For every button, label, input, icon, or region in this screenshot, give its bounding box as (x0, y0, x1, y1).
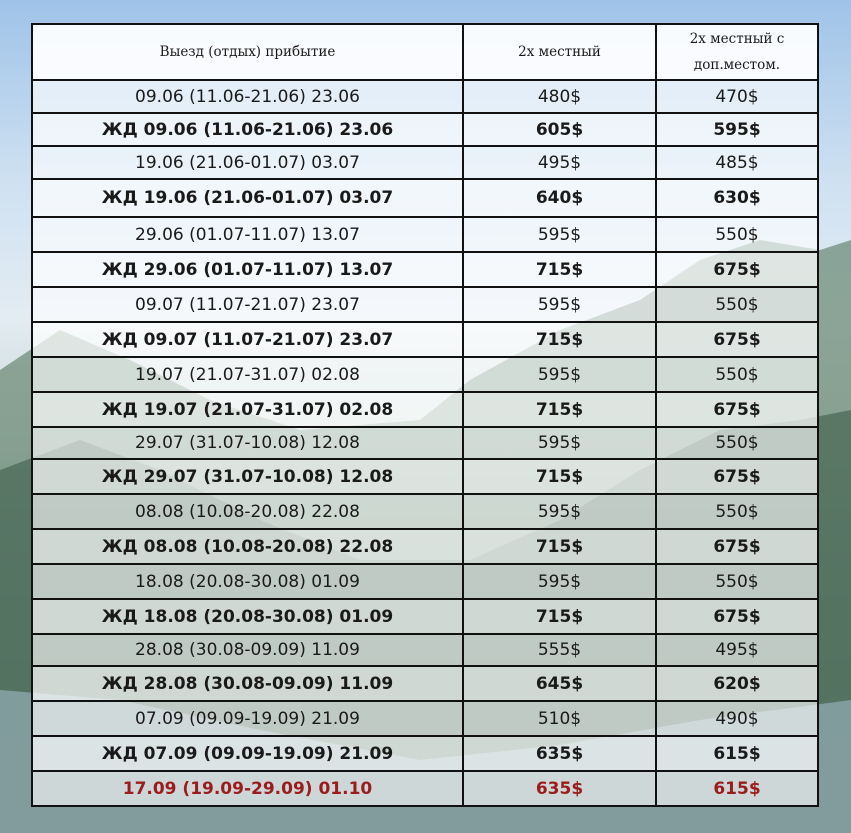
dates-cell: 19.07 (21.07-31.07) 02.08 (32, 357, 463, 392)
price-double-cell: 595$ (463, 564, 656, 599)
dates-cell: 29.06 (01.07-11.07) 13.07 (32, 217, 463, 252)
table-row (32, 179, 818, 217)
price-extra-bed-cell: 595$ (656, 113, 818, 146)
table-row (32, 252, 818, 287)
price-extra-bed-cell: 495$ (656, 634, 818, 666)
dates-cell: ЖД 19.06 (21.06-01.07) 03.07 (32, 179, 463, 217)
dates-cell: ЖД 29.07 (31.07-10.08) 12.08 (32, 459, 463, 494)
price-extra-bed-cell: 470$ (656, 80, 818, 113)
dates-cell: ЖД 09.07 (11.07-21.07) 23.07 (32, 322, 463, 357)
table-row (32, 80, 818, 113)
price-extra-bed-cell: 550$ (656, 564, 818, 599)
table-row (32, 529, 818, 564)
table-row (32, 459, 818, 494)
price-double-cell: 480$ (463, 80, 656, 113)
dates-cell: ЖД 07.09 (09.09-19.09) 21.09 (32, 736, 463, 771)
price-extra-bed-cell: 490$ (656, 701, 818, 736)
price-double-cell: 595$ (463, 427, 656, 459)
price-extra-bed-cell: 550$ (656, 287, 818, 322)
price-double-cell: 715$ (463, 599, 656, 634)
price-double-cell: 635$ (463, 736, 656, 771)
price-double-cell: 605$ (463, 113, 656, 146)
dates-cell: 19.06 (21.06-01.07) 03.07 (32, 146, 463, 179)
price-extra-bed-cell: 550$ (656, 494, 818, 529)
price-extra-bed-cell: 675$ (656, 322, 818, 357)
price-extra-bed-cell: 675$ (656, 459, 818, 494)
dates-cell: 29.07 (31.07-10.08) 12.08 (32, 427, 463, 459)
dates-cell: 18.08 (20.08-30.08) 01.09 (32, 564, 463, 599)
price-double-cell: 635$ (463, 771, 656, 806)
table-row (32, 217, 818, 252)
price-double-cell: 640$ (463, 179, 656, 217)
table-row (32, 666, 818, 701)
price-extra-bed-cell: 675$ (656, 252, 818, 287)
table-row (32, 287, 818, 322)
dates-cell: 17.09 (19.09-29.09) 01.10 (32, 771, 463, 806)
header-double-room: 2х местный (463, 24, 656, 80)
dates-cell: ЖД 19.07 (21.07-31.07) 02.08 (32, 392, 463, 427)
price-extra-bed-cell: 675$ (656, 392, 818, 427)
price-extra-bed-cell: 485$ (656, 146, 818, 179)
tour-price-table-container (31, 23, 819, 807)
price-double-cell: 595$ (463, 287, 656, 322)
price-double-cell: 715$ (463, 252, 656, 287)
table-row (32, 392, 818, 427)
price-double-cell: 510$ (463, 701, 656, 736)
price-double-cell: 595$ (463, 217, 656, 252)
table-row (32, 634, 818, 666)
table-row (32, 146, 818, 179)
tour-price-table (31, 23, 819, 807)
price-extra-bed-cell: 630$ (656, 179, 818, 217)
price-double-cell: 595$ (463, 357, 656, 392)
dates-cell: ЖД 18.08 (20.08-30.08) 01.09 (32, 599, 463, 634)
price-double-cell: 715$ (463, 529, 656, 564)
table-row (32, 736, 818, 771)
table-row (32, 564, 818, 599)
dates-cell: 09.07 (11.07-21.07) 23.07 (32, 287, 463, 322)
price-extra-bed-cell: 675$ (656, 599, 818, 634)
price-double-cell: 715$ (463, 322, 656, 357)
table-row (32, 771, 818, 806)
table-row (32, 599, 818, 634)
dates-cell: 09.06 (11.06-21.06) 23.06 (32, 80, 463, 113)
price-double-cell: 715$ (463, 459, 656, 494)
dates-cell: 08.08 (10.08-20.08) 22.08 (32, 494, 463, 529)
price-double-cell: 595$ (463, 494, 656, 529)
price-extra-bed-cell: 615$ (656, 736, 818, 771)
header-double-room-extra-bed: 2х местный с доп.местом. (656, 24, 818, 80)
price-extra-bed-cell: 550$ (656, 217, 818, 252)
price-double-cell: 555$ (463, 634, 656, 666)
table-row (32, 322, 818, 357)
dates-cell: ЖД 09.06 (11.06-21.06) 23.06 (32, 113, 463, 146)
table-row (32, 113, 818, 146)
dates-cell: ЖД 29.06 (01.07-11.07) 13.07 (32, 252, 463, 287)
price-double-cell: 495$ (463, 146, 656, 179)
dates-cell: ЖД 08.08 (10.08-20.08) 22.08 (32, 529, 463, 564)
price-extra-bed-cell: 620$ (656, 666, 818, 701)
price-extra-bed-cell: 550$ (656, 357, 818, 392)
table-row (32, 427, 818, 459)
header-dates: Выезд (отдых) прибытие (32, 24, 463, 80)
table-row (32, 357, 818, 392)
price-double-cell: 645$ (463, 666, 656, 701)
price-extra-bed-cell: 550$ (656, 427, 818, 459)
price-extra-bed-cell: 615$ (656, 771, 818, 806)
dates-cell: 28.08 (30.08-09.09) 11.09 (32, 634, 463, 666)
dates-cell: ЖД 28.08 (30.08-09.09) 11.09 (32, 666, 463, 701)
table-row (32, 701, 818, 736)
price-double-cell: 715$ (463, 392, 656, 427)
dates-cell: 07.09 (09.09-19.09) 21.09 (32, 701, 463, 736)
price-extra-bed-cell: 675$ (656, 529, 818, 564)
table-header-row (32, 24, 818, 80)
table-row (32, 494, 818, 529)
